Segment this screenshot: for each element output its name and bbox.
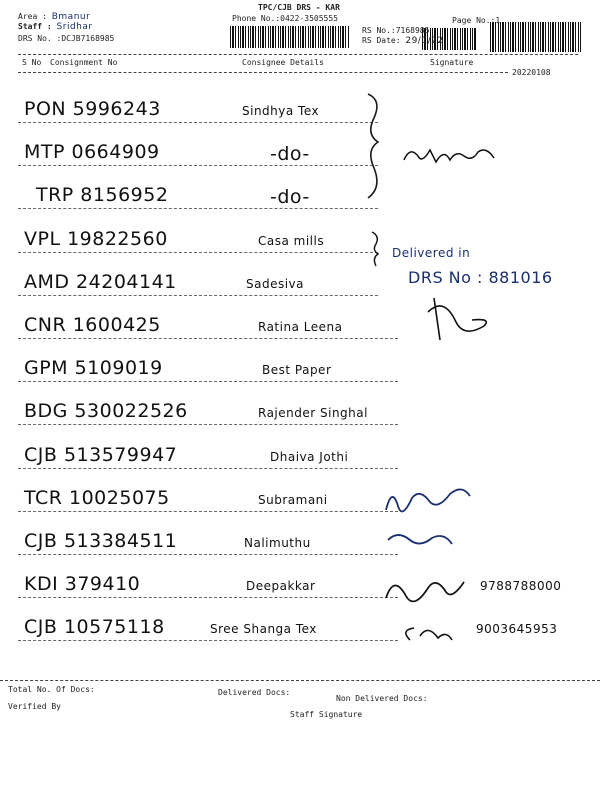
phone-number-handwritten: 9003645953 — [476, 622, 558, 636]
consignee-name: Sree Shanga Tex — [210, 622, 317, 636]
row-underline — [18, 554, 398, 555]
consignment-number: VPL 19822560 — [24, 228, 168, 250]
row-underline — [18, 338, 398, 339]
consignee-name: Best Paper — [262, 363, 332, 377]
consignment-number: TRP 8156952 — [36, 184, 169, 206]
signature-row-12 — [386, 582, 464, 601]
consignee-name: Rajender Singhal — [258, 406, 368, 420]
column-divider — [18, 72, 508, 73]
rs-date-label: RS Date: — [362, 36, 401, 45]
consignment-number: BDG 530022526 — [24, 400, 188, 422]
consignment-number: TCR 10025075 — [24, 487, 170, 509]
brace-mark-rows-1-3 — [368, 94, 378, 198]
consignment-number: PON 5996243 — [24, 98, 161, 120]
barcode-image — [230, 26, 350, 48]
area-label: Area : — [18, 12, 47, 21]
consignment-number: MTP 0664909 — [24, 141, 160, 163]
delivered-in-note: Delivered in — [392, 246, 471, 260]
signature-row-10 — [386, 489, 470, 511]
consignee-name: Subramani — [258, 493, 328, 507]
drs-number-note: DRS No : 881016 — [408, 268, 553, 287]
consignment-number: GPM 5109019 — [24, 357, 163, 379]
rs-date-value: 29/1/22 — [405, 36, 444, 46]
consignment-number: CJB 10575118 — [24, 616, 165, 638]
barcode-image-right — [490, 22, 582, 52]
delivered-docs-label: Delivered Docs: — [218, 688, 291, 697]
consignee-name: Sadesiva — [246, 277, 305, 291]
row-underline — [18, 468, 398, 469]
signature-row-6-stroke — [434, 298, 440, 340]
signature-rows-1-3 — [404, 150, 494, 162]
row-underline — [18, 424, 398, 425]
consignee-name: Sindhya Tex — [242, 104, 320, 118]
verified-by-label: Verified By — [8, 702, 61, 711]
row-underline — [18, 165, 378, 166]
row-underline — [18, 208, 378, 209]
staff-label: Staff : — [18, 22, 52, 31]
area-value: Bmanur — [51, 12, 91, 22]
rs-date — [362, 36, 444, 46]
consignee-name: Casa mills — [258, 234, 325, 248]
non-delivered-docs-label: Non Delivered Docs: — [336, 694, 428, 703]
rs-number: RS No.:7168985 — [362, 26, 430, 35]
consignee-name: -do- — [270, 186, 310, 208]
consignee-name: Deepakkar — [246, 579, 316, 593]
row-underline — [18, 252, 378, 253]
staff-value: Sridhar — [56, 22, 93, 32]
row-underline — [18, 295, 378, 296]
consignment-number: CNR 1600425 — [24, 314, 161, 336]
consignment-number: AMD 24204141 — [24, 271, 177, 293]
consignment-number: CJB 513384511 — [24, 530, 178, 552]
phone-number: Phone No.:0422-3505555 — [232, 14, 338, 23]
page-number: Page No.:1 — [452, 16, 501, 25]
consignee-name: Nalimuthu — [244, 536, 311, 550]
area-line — [18, 12, 90, 22]
column-header-signature: Signature — [430, 58, 474, 67]
column-header-consignment: Consignment No — [50, 58, 118, 67]
row-underline — [18, 511, 398, 512]
consignee-name: Ratina Leena — [258, 320, 343, 334]
column-header-consignee: Consignee Details — [242, 58, 324, 67]
total-docs-label: Total No. Of Docs: — [8, 685, 95, 694]
consignee-name: -do- — [270, 143, 310, 165]
row-underline — [18, 381, 398, 382]
consignment-number: KDI 379410 — [24, 573, 141, 595]
staff-signature-label: Staff Signature — [290, 710, 363, 719]
brace-mark-rows-4-5 — [372, 232, 378, 266]
consignee-name: Dhaiva Jothi — [270, 450, 349, 464]
header-divider — [18, 54, 578, 55]
drs-number: DRS No. :DCJB7168985 — [18, 34, 115, 43]
page-title: TPC/CJB DRS - KAR — [258, 3, 340, 12]
consignment-number: CJB 513579947 — [24, 444, 178, 466]
row-underline — [18, 640, 398, 641]
date-code: 20220108 — [512, 68, 551, 77]
phone-number-handwritten: 9788788000 — [480, 579, 562, 593]
signature-row-11 — [388, 535, 452, 544]
row-underline — [18, 597, 398, 598]
footer-divider — [0, 680, 600, 681]
signature-marks-lower — [380, 480, 600, 660]
staff-line — [18, 22, 93, 32]
signature-row-13 — [406, 628, 452, 640]
row-underline — [18, 122, 378, 123]
column-header-sno: S No — [22, 58, 42, 67]
